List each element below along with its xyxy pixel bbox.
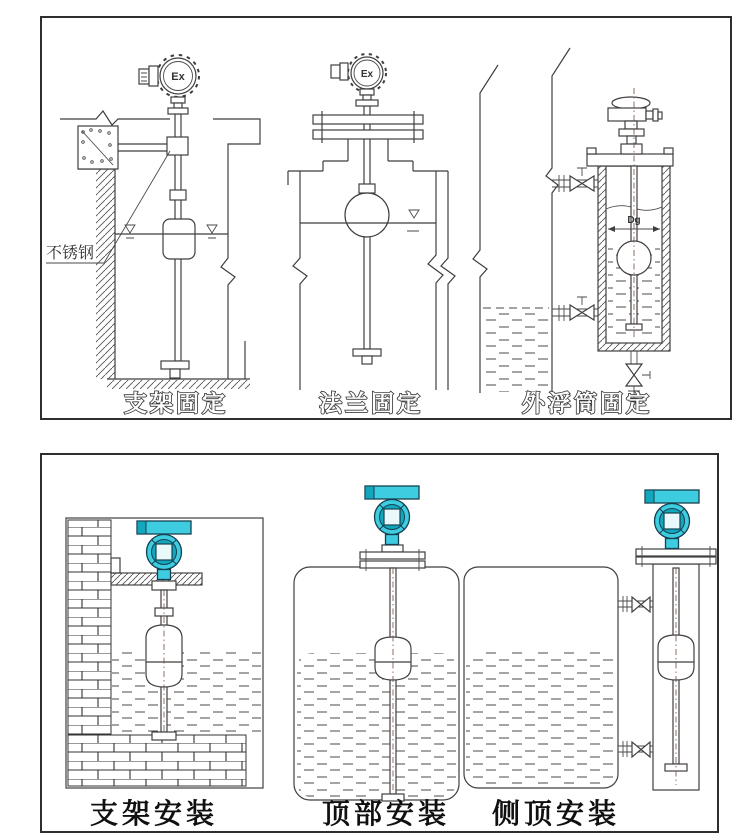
smart-transmitter-head (137, 521, 191, 580)
ex-label: Ex (360, 69, 374, 80)
ex-label: Ex (171, 71, 185, 83)
ex-transmitter-head (331, 54, 386, 106)
lower-connection-valve (618, 741, 653, 757)
wall-hatching (96, 169, 115, 379)
junction-box-head (608, 97, 662, 154)
float-ball (345, 193, 389, 237)
dg-dimension-label: Dg (627, 215, 641, 226)
floor-hatching (107, 380, 250, 389)
vessel-wall-right (546, 48, 570, 393)
upper-isolation-valve (552, 168, 598, 192)
installation-methods-panel (40, 453, 719, 833)
caption-external-chamber-fixing: 外浮筒固定 (522, 390, 652, 416)
vessel-liquid (483, 312, 549, 392)
mounting-bracket (78, 126, 167, 169)
float-ball (658, 635, 694, 680)
tank-wall-right (428, 171, 443, 390)
brick-floor (68, 735, 246, 786)
figure-side-top-installation (464, 490, 716, 829)
tank-wall-left (293, 171, 307, 390)
fixing-methods-drawing (42, 18, 730, 418)
brick-wall (68, 520, 111, 735)
ex-transmitter-head (139, 55, 199, 114)
smart-transmitter-head (365, 486, 419, 545)
lower-isolation-valve (552, 297, 598, 321)
caption-bracket-installation: 支架安装 (89, 798, 219, 829)
liquid (112, 651, 261, 735)
mounting-flange (360, 552, 425, 559)
caption-bracket-fixing: 支架固定 (124, 390, 228, 416)
float-ball (163, 219, 195, 259)
chamber-flange (636, 549, 716, 556)
upper-connection-valve (618, 596, 653, 612)
figure-top-installation (294, 486, 459, 829)
figure-bracket-fixing (46, 55, 260, 416)
stem-clamp (167, 137, 188, 155)
figure-bracket-installation (66, 518, 263, 829)
fixing-methods-panel (40, 16, 732, 420)
caption-side-top-installation: 侧顶安装 (491, 798, 621, 829)
caption-flange-fixing: 法兰固定 (319, 390, 423, 416)
chamber-flange (587, 154, 673, 166)
installation-methods-drawing (42, 455, 717, 831)
liquid (466, 651, 616, 786)
figure-flange-fixing (288, 54, 455, 416)
smart-transmitter-head (645, 490, 699, 549)
caption-top-installation: 顶部安装 (321, 798, 451, 829)
figure-external-chamber-fixing (473, 48, 673, 416)
stainless-steel-label: 不锈钢 (46, 245, 95, 262)
